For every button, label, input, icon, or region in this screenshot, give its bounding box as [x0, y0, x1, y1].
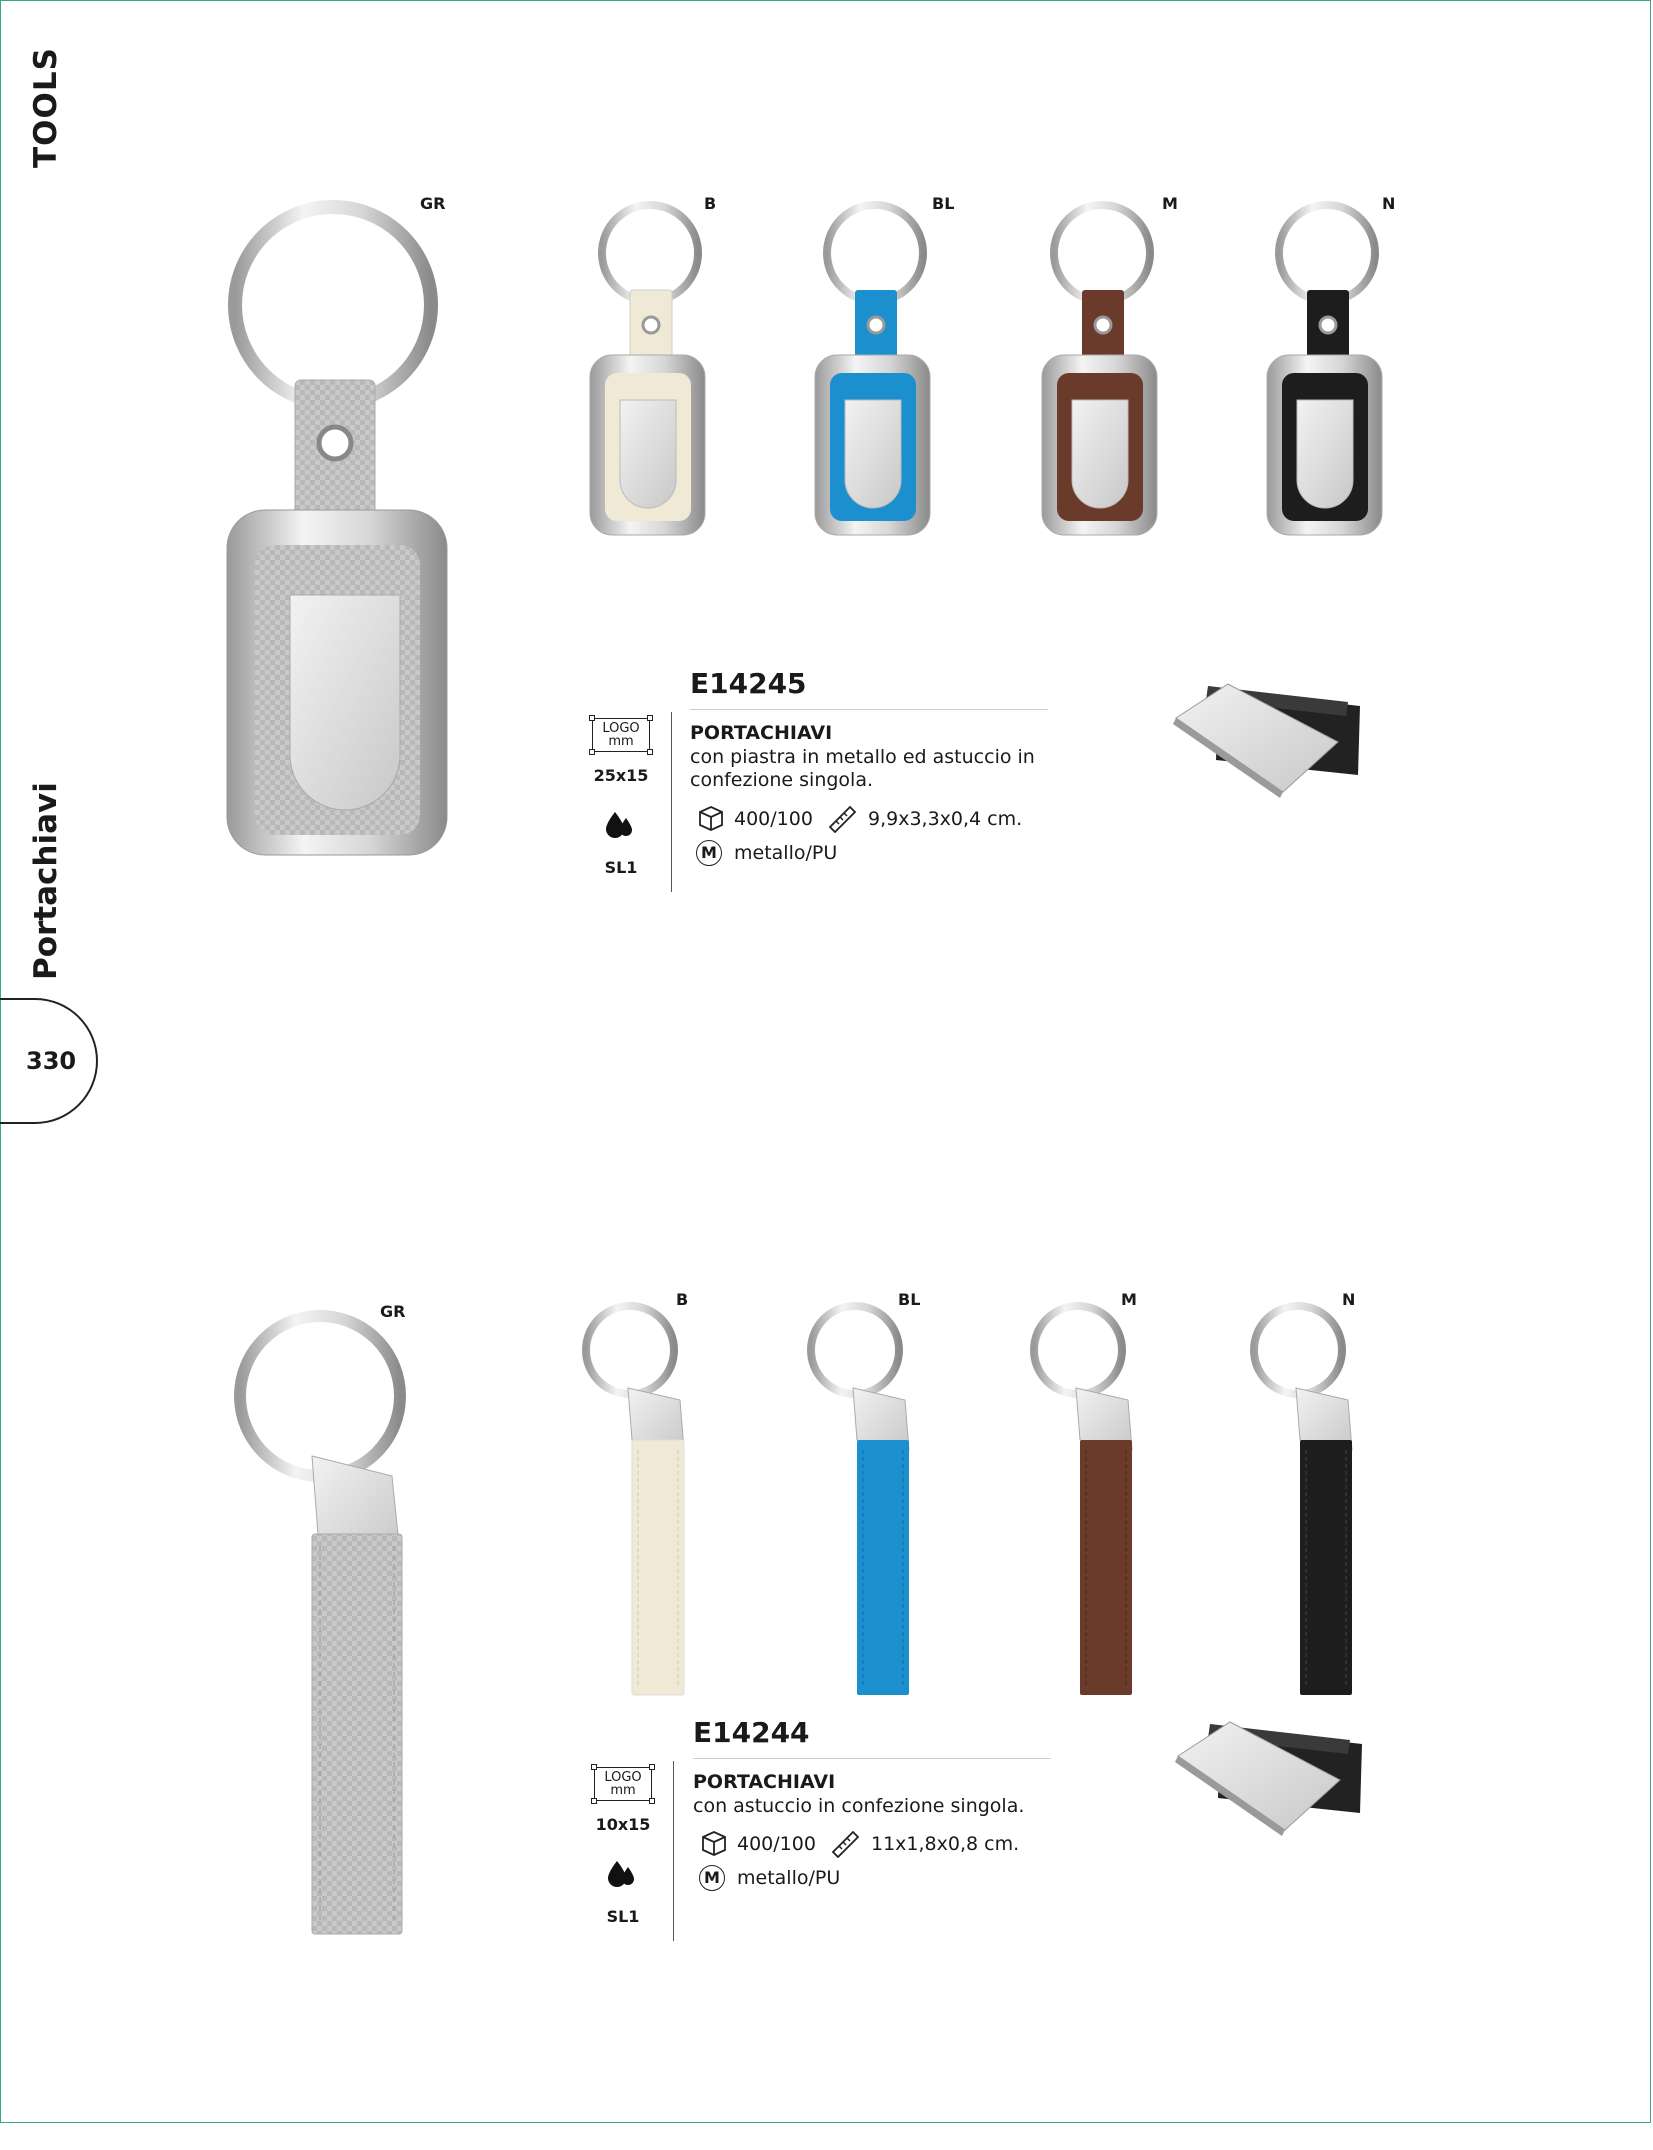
section-label: TOOLS	[28, 47, 64, 168]
product-title: PORTACHIAVI	[693, 1771, 836, 1793]
dimensions: 9,9x3,3x0,4 cm.	[868, 808, 1023, 830]
ink-drop-icon	[606, 1857, 638, 1889]
variant-label: B	[676, 1290, 689, 1309]
gift-box-image	[1168, 680, 1363, 800]
keychain-variant-n-image	[1262, 195, 1392, 545]
gift-box-image	[1170, 1718, 1365, 1838]
variant-label: N	[1382, 194, 1396, 213]
dimensions: 11x1,8x0,8 cm.	[871, 1833, 1020, 1855]
package-icon	[696, 803, 726, 833]
divider	[690, 709, 1048, 710]
ink-drop-icon	[604, 808, 636, 840]
variant-label: B	[704, 194, 717, 213]
variant-label: BL	[932, 194, 955, 213]
ruler-icon	[826, 803, 858, 833]
logo-size-icon: LOGO mm	[594, 1767, 652, 1801]
main-variant-label: GR	[420, 194, 446, 213]
keychain-variant-b-image	[580, 1300, 690, 1700]
category-label: Portachiavi	[28, 782, 64, 980]
product-description: con piastra in metallo ed astuccio in confezione singola.	[690, 746, 1035, 791]
material-icon: M	[699, 1865, 725, 1891]
product-code: E14244	[693, 1716, 810, 1749]
material: metallo/PU	[734, 842, 838, 864]
divider	[671, 712, 672, 892]
packing-quantity: 400/100	[734, 808, 813, 830]
page-number: 330	[26, 1047, 77, 1075]
product-title: PORTACHIAVI	[690, 722, 833, 744]
logo-size: 25x15	[593, 766, 649, 785]
keychain-variant-bl-image	[810, 195, 940, 545]
keychain-variant-m-image	[1037, 195, 1167, 545]
divider	[693, 1758, 1051, 1759]
keychain-variant-n-image	[1248, 1300, 1358, 1700]
main-variant-label: GR	[380, 1302, 406, 1321]
keychain-variant-m-image	[1028, 1300, 1138, 1700]
variant-label: M	[1121, 1290, 1137, 1309]
print-code: SL1	[606, 1907, 640, 1926]
keychain-main-image	[232, 1306, 412, 1936]
logo-size: 10x15	[595, 1815, 651, 1834]
keychain-variant-bl-image	[805, 1300, 915, 1700]
logo-size-icon: LOGO mm	[592, 718, 650, 752]
product-code: E14245	[690, 667, 807, 700]
product-e14244	[0, 1050, 1653, 2150]
material: metallo/PU	[737, 1867, 841, 1889]
keychain-variant-b-image	[585, 195, 715, 545]
divider	[673, 1761, 674, 1941]
material-icon: M	[696, 840, 722, 866]
ruler-icon	[829, 1828, 861, 1858]
product-description: con astuccio in confezione singola.	[693, 1795, 1025, 1817]
variant-label: BL	[898, 1290, 921, 1309]
packing-quantity: 400/100	[737, 1833, 816, 1855]
package-icon	[699, 1828, 729, 1858]
print-code: SL1	[604, 858, 638, 877]
variant-label: N	[1342, 1290, 1356, 1309]
keychain-main-image	[215, 195, 460, 865]
variant-label: M	[1162, 194, 1178, 213]
